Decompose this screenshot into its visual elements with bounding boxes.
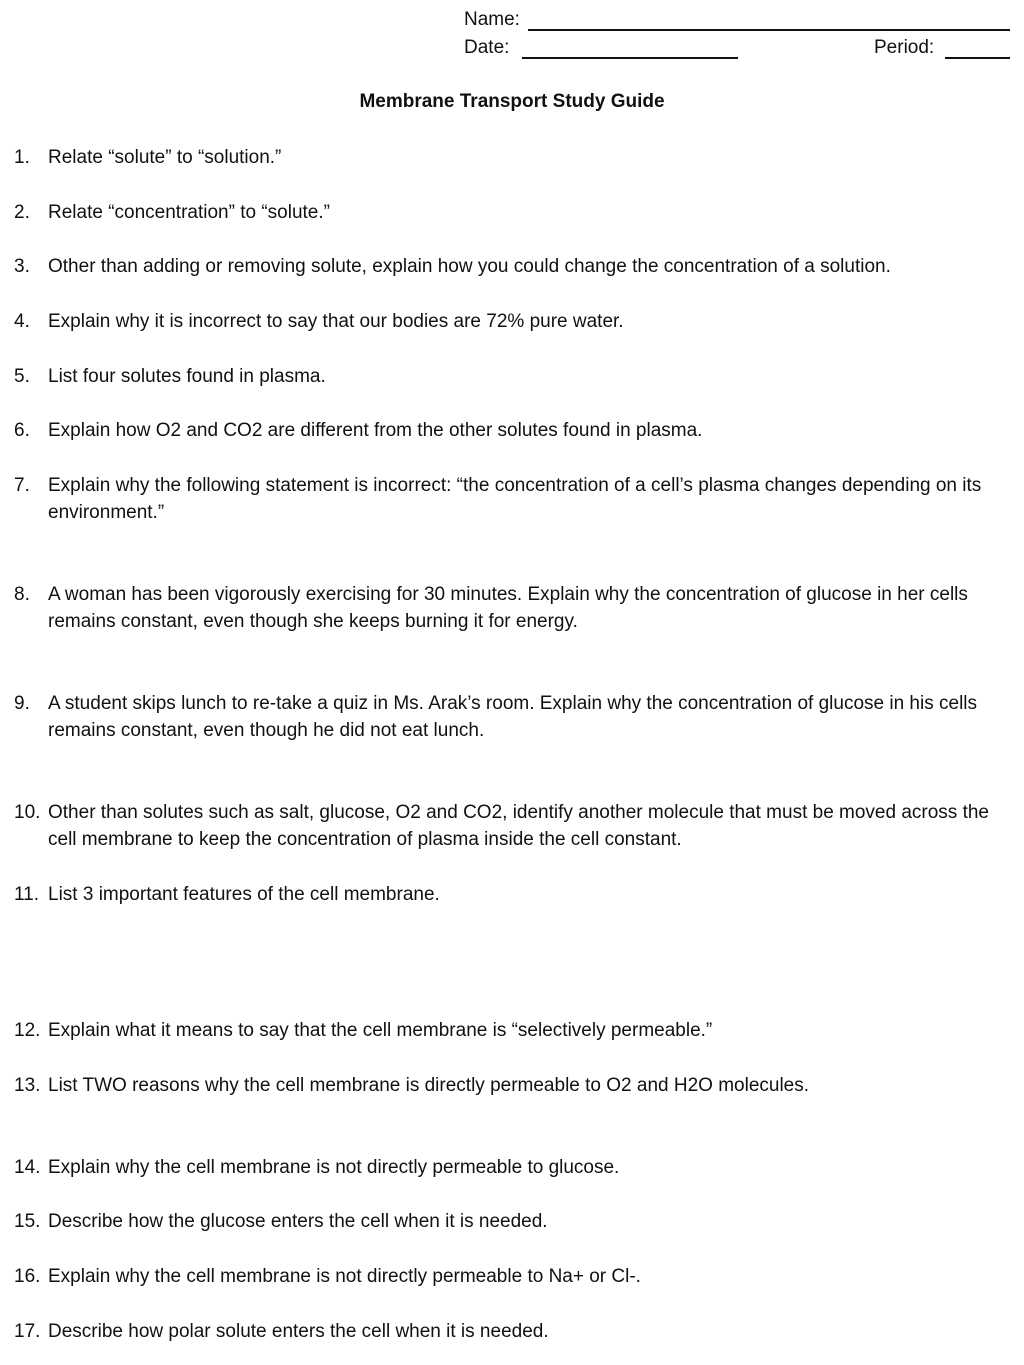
- question-text: Explain what it means to say that the cell membrane is “selectively permeable.”: [48, 1020, 713, 1041]
- question-text: Other than solutes such as salt, glucose, O2 and CO2, identify another molecule that must be moved across the cell membrane to keep the concentration of plasma inside the cell constant.: [48, 802, 990, 850]
- question-item: [14, 1072, 1004, 1099]
- question-text: Explain how O2 and CO2 are different from the other solutes found in plasma.: [48, 420, 703, 441]
- question-item: [14, 144, 1004, 171]
- question-item: [14, 417, 1004, 444]
- question-number: 4.: [14, 311, 30, 332]
- question-text: A student skips lunch to re-take a quiz in Ms. Arak’s room. Explain why the concentration of glucose in his cells remains constant, even though he did not eat lunch.: [48, 693, 978, 741]
- question-number: 11.: [14, 884, 40, 905]
- question-item: [14, 199, 1004, 226]
- question-text: List 3 important features of the cell membrane.: [48, 884, 440, 905]
- question-number: 13.: [14, 1075, 41, 1096]
- question-number: 14.: [14, 1157, 41, 1178]
- question-text: Describe how polar solute enters the cell when it is needed.: [48, 1321, 549, 1342]
- question-text: Explain why the cell membrane is not directly permeable to Na+ or Cl-.: [48, 1266, 641, 1287]
- date-label: Date:: [464, 37, 510, 58]
- question-item: [14, 799, 1004, 853]
- question-text: Relate “solute” to “solution.”: [48, 147, 282, 168]
- question-item: [14, 253, 1004, 280]
- question-number: 10.: [14, 802, 41, 823]
- question-text: List TWO reasons why the cell membrane is directly permeable to O2 and H2O molecules.: [48, 1075, 810, 1096]
- question-item: [14, 581, 1004, 635]
- question-text: Describe how the glucose enters the cell when it is needed.: [48, 1211, 548, 1232]
- question-number: 3.: [14, 256, 30, 277]
- period-field[interactable]: [945, 57, 1010, 59]
- question-number: 12.: [14, 1020, 41, 1041]
- question-number: 5.: [14, 366, 30, 387]
- question-number: 6.: [14, 420, 30, 441]
- question-number: 17.: [14, 1321, 41, 1342]
- question-number: 16.: [14, 1266, 41, 1287]
- question-item: [14, 881, 1004, 908]
- question-text: A woman has been vigorously exercising for 30 minutes. Explain why the concentration of glucose in her cells remains constant, even though she keeps burning it for energy.: [48, 584, 968, 632]
- period-label: Period:: [874, 37, 935, 58]
- question-number: 15.: [14, 1211, 41, 1232]
- question-number: 8.: [14, 584, 30, 605]
- question-item: [14, 1263, 1004, 1290]
- name-field[interactable]: [528, 29, 1010, 31]
- question-text: Explain why the cell membrane is not directly permeable to glucose.: [48, 1157, 620, 1178]
- name-label: Name:: [464, 9, 520, 30]
- date-field[interactable]: [522, 57, 738, 59]
- question-item: [14, 1154, 1004, 1181]
- question-item: [14, 1208, 1004, 1235]
- question-text: List four solutes found in plasma.: [48, 366, 326, 387]
- question-text: Explain why it is incorrect to say that our bodies are 72% pure water.: [48, 311, 624, 332]
- question-item: [14, 363, 1004, 390]
- question-number: 1.: [14, 147, 30, 168]
- question-text: Explain why the following statement is incorrect: “the concentration of a cell’s plasma changes depending on its environment.”: [48, 475, 982, 523]
- question-number: 9.: [14, 693, 30, 714]
- question-item: [14, 1017, 1004, 1044]
- question-item: [14, 308, 1004, 335]
- question-text: Relate “concentration” to “solute.”: [48, 202, 330, 223]
- page-title: Membrane Transport Study Guide: [359, 91, 665, 112]
- question-item: [14, 690, 1004, 744]
- question-item: [14, 1318, 1004, 1345]
- question-text: Other than adding or removing solute, explain how you could change the concentration of a solution.: [48, 256, 891, 277]
- question-number: 7.: [14, 475, 30, 496]
- question-number: 2.: [14, 202, 30, 223]
- question-item: [14, 472, 1004, 526]
